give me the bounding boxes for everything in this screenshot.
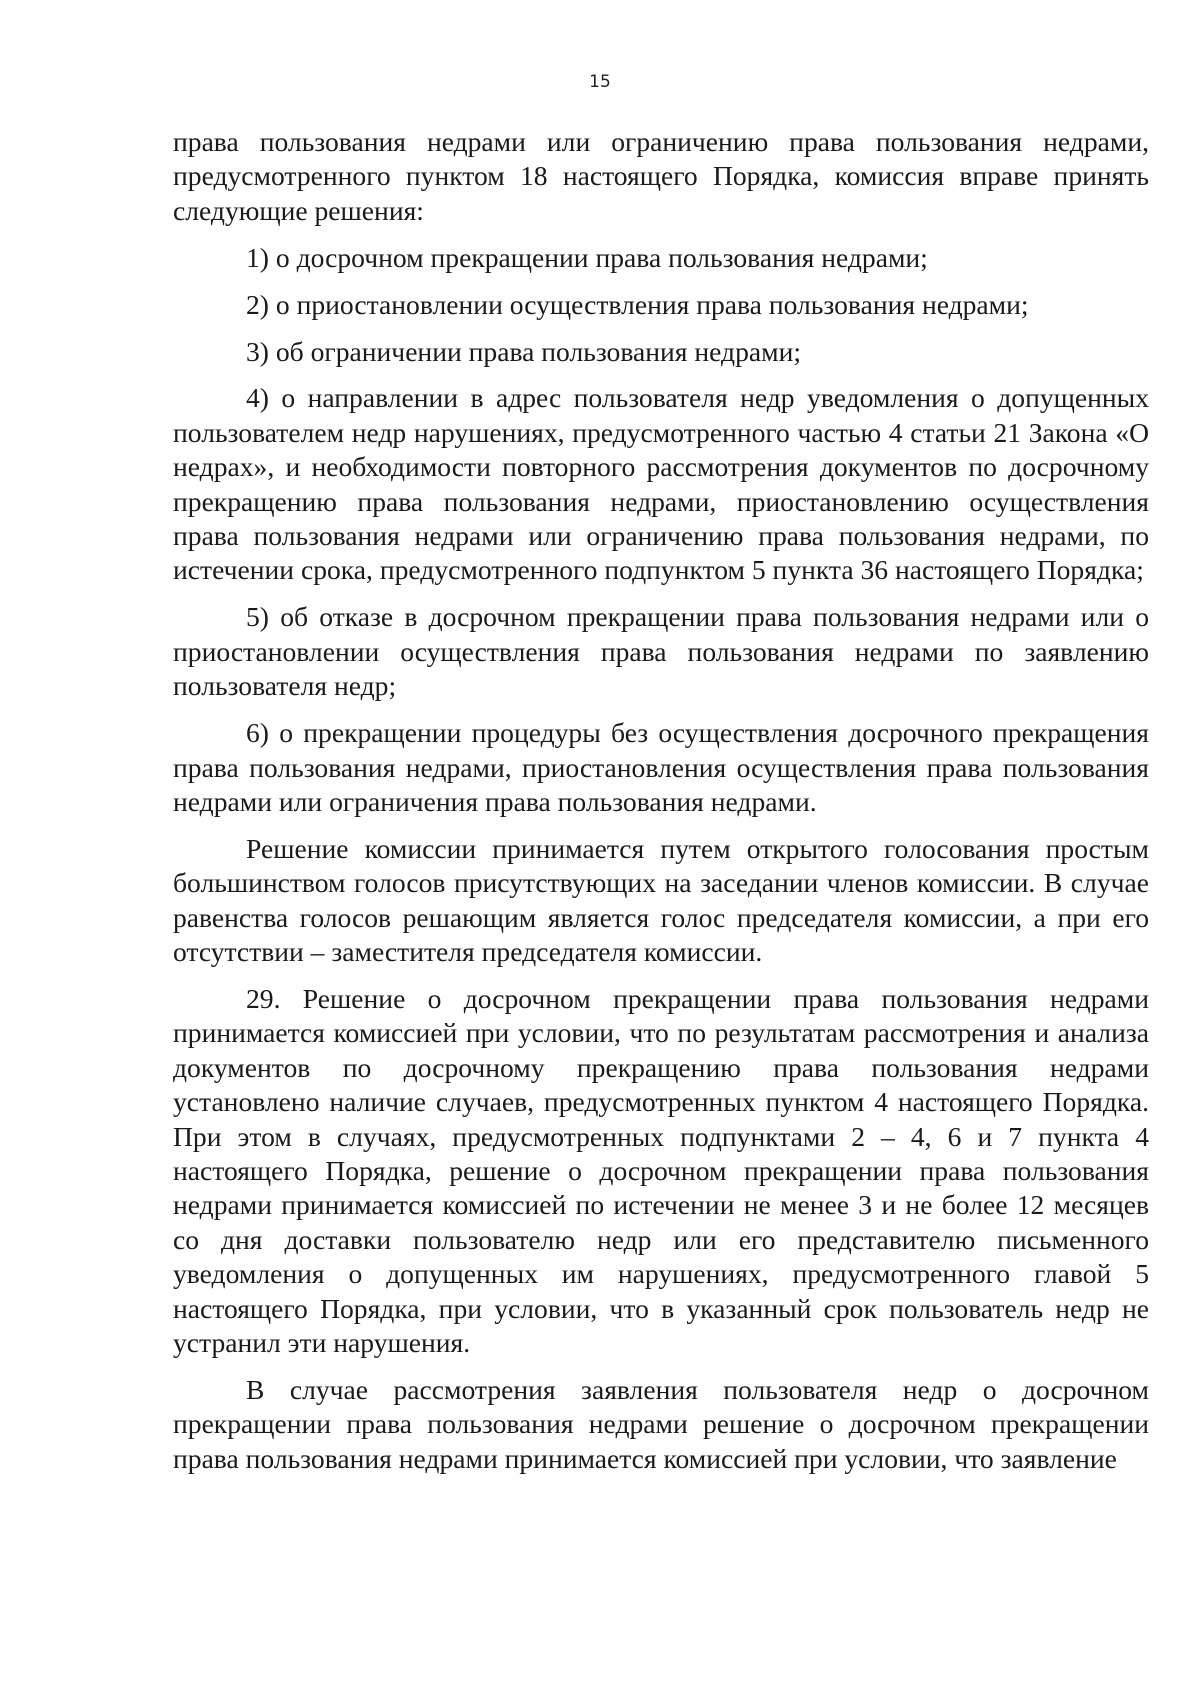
list-item-2: 2) о приостановлении осуществления права пользования недрами; (246, 288, 1029, 320)
paragraph-application: В случае рассмотрения заявления пользователя недр о досрочном прекращении права пользования недрами решение о досрочном прекращении права пользования недрами принимается комиссией при условии, что заявление (173, 1373, 1149, 1474)
list-item-1: 1) о досрочном прекращении права пользования недрами; (246, 241, 928, 273)
document-body (173, 125, 1149, 1489)
paragraph-continuation: права пользования недрами или ограничению права пользования недрами, предусмотренного пунктом 18 настоящего Порядка, комиссия вправе принять следующие решения: (173, 126, 1149, 226)
paragraph-29: 29. Решение о досрочном прекращении права пользования недрами принимается комиссией при условии, что по результатам рассмотрения и анализа документов по досрочному прекращению права пользования недрами установлено наличие случаев, предусмотренных пунктом 4 настоящего Порядка. При этом в случаях, предусмотренных подпунктами 2 – 4, 6 и 7 пункта 4 настоящего Порядка, решение о досрочном прекращении права пользования недрами принимается комиссией по истечении не менее 3 и не более 12 месяцев со дня доставки пользователю недр или его представителю письменного уведомления о допущенных им нарушениях, предусмотренного главой 5 настоящего Порядка, при условии, что в указанный срок пользователь недр не устранил эти нарушения. (173, 982, 1149, 1358)
page-number: 15 (589, 72, 611, 92)
list-item-5: 5) об отказе в досрочном прекращении права пользования недрами или о приостановлении осуществления права пользования недрами по заявлению пользователя недр; (173, 601, 1149, 702)
list-item-6: 6) о прекращении процедуры без осуществления досрочного прекращения права пользования недрами, приостановления осуществления права пользования недрами или ограничения права пользования недрами. (173, 717, 1149, 817)
paragraph-voting: Решение комиссии принимается путем открытого голосования простым большинством голосов присутствующих на заседании членов комиссии. В случае равенства голосов решающим является голос председателя комиссии, а при его отсутствии – заместителя председателя комиссии. (173, 832, 1149, 968)
list-item-3: 3) об ограничении права пользования недрами; (246, 335, 802, 367)
list-item-4: 4) о направлении в адрес пользователя недр уведомления о допущенных пользователем недр нарушениях, предусмотренного частью 4 статьи 21 Закона «О недрах», и необходимости повторного рассмотрения документов по досрочному прекращению права пользования недрами, приостановлению осуществления права пользования недрами или ограничению права пользования недрами, по истечении срока, предусмотренного подпунктом 5 пункта 36 настоящего Порядка; (173, 382, 1149, 586)
